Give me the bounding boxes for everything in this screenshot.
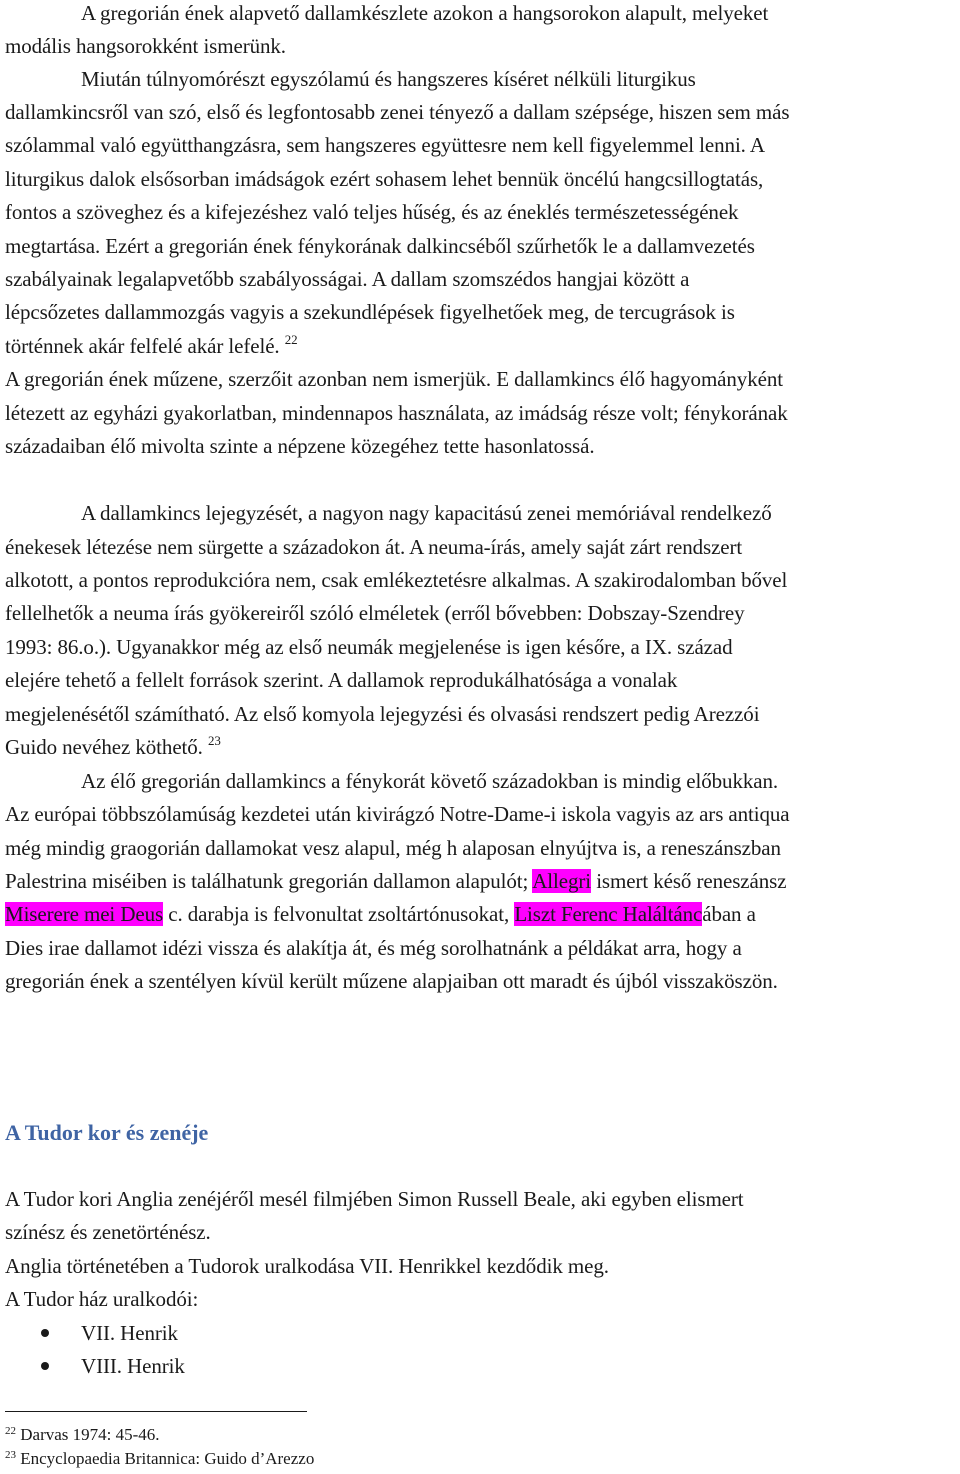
- text-line-highlighted: [5, 868, 786, 894]
- text-line: Anglia történetében a Tudorok uralkodása VII. Henrikkel kezdődik meg.: [5, 1254, 609, 1278]
- text-segment: ismert késő reneszánsz: [596, 869, 787, 893]
- text-line: szólammal való együtthangzásra, sem hangszeres együttesre nem kell figyelemmel lenni. A: [5, 133, 765, 157]
- footnote-ref-23[interactable]: 23: [207, 733, 221, 748]
- text-line: lépcsőzetes dallammozgás vagyis a szekundlépések figyelhetőek meg, de tercugrások is: [5, 300, 735, 324]
- footnote-number: 22: [5, 1425, 16, 1437]
- text-line: modális hangsorokként ismerünk.: [5, 34, 286, 58]
- text-line: létezett az egyházi gyakorlatban, mindennapos használata, az imádság része volt; fénykorának: [5, 401, 788, 425]
- bullet-icon: [41, 1329, 49, 1337]
- text-line: elejére tehető a fellelt források szerint. A dallamok reprodukálhatósága a vonalak: [5, 668, 678, 692]
- text-line: megtartása. Ezért a gregorián ének fénykorának dalkincséből szűrhetők le a dallamvezetés: [5, 234, 755, 258]
- text-line: századaiban élő mivolta szinte a népzene közegéhez tette hasonlatossá.: [5, 434, 595, 458]
- footnote-22: [5, 1425, 160, 1445]
- text-line: Az élő gregorián dallamkincs a fénykorát követő századokban is mindig előbukkan.: [81, 769, 779, 793]
- footnote-text: Darvas 1974: 45-46.: [20, 1425, 160, 1444]
- footnote-number: 23: [5, 1449, 16, 1461]
- text-line: Dies irae dallamot idézi vissza és alakítja át, és még sorolhatnánk a példákat arra, hogy a: [5, 936, 742, 960]
- highlight-miserere: Miserere mei Deus: [5, 902, 164, 926]
- text-line: színész és zenetörténész.: [5, 1220, 211, 1244]
- bullet-icon: [41, 1362, 49, 1370]
- text-line: énekesek létezése nem sürgette a századokon át. A neuma-írás, amely saját zárt rendszert: [5, 535, 743, 559]
- text-line: gregorián ének a szentélyen kívül került műzene alapjaiban ott maradt és újból visszaköszön.: [5, 969, 778, 993]
- text-line: A dallamkincs lejegyzését, a nagyon nagy kapacitású zenei memóriával rendelkező: [81, 501, 772, 525]
- text-line: megjelenésétől számítható. Az első komyola lejegyzési és olvasási rendszert pedig Arezzói: [5, 702, 760, 726]
- text-line: A gregorián ének műzene, szerzőit azonban nem ismerjük. E dallamkincs élő hagyományként: [5, 367, 783, 391]
- text-line: szabályainak legalapvetőbb szabályosságai. A dallam szomszédos hangjai között a: [5, 267, 690, 291]
- footnote-text: Encyclopaedia Britannica: Guido d’Arezzo: [20, 1449, 315, 1468]
- text-line: 1993: 86.o.). Ugyanakkor még az első neumák megjelenése is igen későre, a IX. század: [5, 635, 733, 659]
- section-heading: A Tudor kor és zenéje: [5, 1120, 209, 1145]
- text-segment: történnek akár felfelé akár lefelé.: [5, 334, 280, 358]
- text-line: alkotott, a pontos reprodukcióra nem, csak emlékeztetésre alkalmas. A szakirodalomban bővel: [5, 568, 788, 592]
- text-segment: Palestrina miséiben is találhatunk gregorián dallamon alapulót;: [5, 869, 529, 893]
- list-item: VIII. Henrik: [81, 1354, 185, 1378]
- footnote-ref-22[interactable]: 22: [284, 332, 298, 347]
- text-segment: ában a: [702, 902, 756, 926]
- footnote-separator: [5, 1411, 307, 1412]
- text-line: A Tudor ház uralkodói:: [5, 1287, 199, 1311]
- text-segment: c. darabja is felvonultat zsoltártónusokat,: [168, 902, 510, 926]
- text-line: A gregorián ének alapvető dallamkészlete azokon a hangsorokon alapult, melyeket: [81, 1, 769, 25]
- text-line: még mindig graogorián dallamokat vesz alapul, még h alaposan elnyújtva is, a reneszánszban: [5, 836, 781, 860]
- text-line: fellelhetők a neuma írás gyökereiről szóló elméletek (erről bővebben: Dobszay-Szendrey: [5, 601, 745, 625]
- list-item: VII. Henrik: [81, 1321, 178, 1345]
- text-line-with-footnote: [5, 734, 221, 760]
- footnote-23: [5, 1449, 314, 1469]
- text-line: A Tudor kori Anglia zenéjéről mesél filmjében Simon Russell Beale, aki egyben elismert: [5, 1187, 744, 1211]
- highlight-liszt: Liszt Ferenc Haláltánc: [514, 902, 703, 926]
- text-line: fontos a szöveghez és a kifejezéshez való teljes hűség, és az éneklés természetességének: [5, 200, 739, 224]
- text-line-with-footnote: [5, 333, 298, 359]
- text-line: dallamkincsről van szó, első és legfontosabb zenei tényező a dallam szépsége, hiszen sem más: [5, 100, 790, 124]
- text-segment: Guido nevéhez köthető.: [5, 735, 203, 759]
- text-line: liturgikus dalok elsősorban imádságok ezért sohasem lehet bennük öncélú hangcsillogtatás,: [5, 167, 764, 191]
- text-line: Miután túlnyomórészt egyszólamú és hangszeres kíséret nélküli liturgikus: [81, 67, 696, 91]
- highlight-allegri: Allegri: [532, 869, 592, 893]
- text-line: Az európai többszólamúság kezdetei után kivirágzó Notre-Dame-i iskola vagyis az ars antiqua: [5, 802, 790, 826]
- text-line-highlighted: [5, 901, 756, 927]
